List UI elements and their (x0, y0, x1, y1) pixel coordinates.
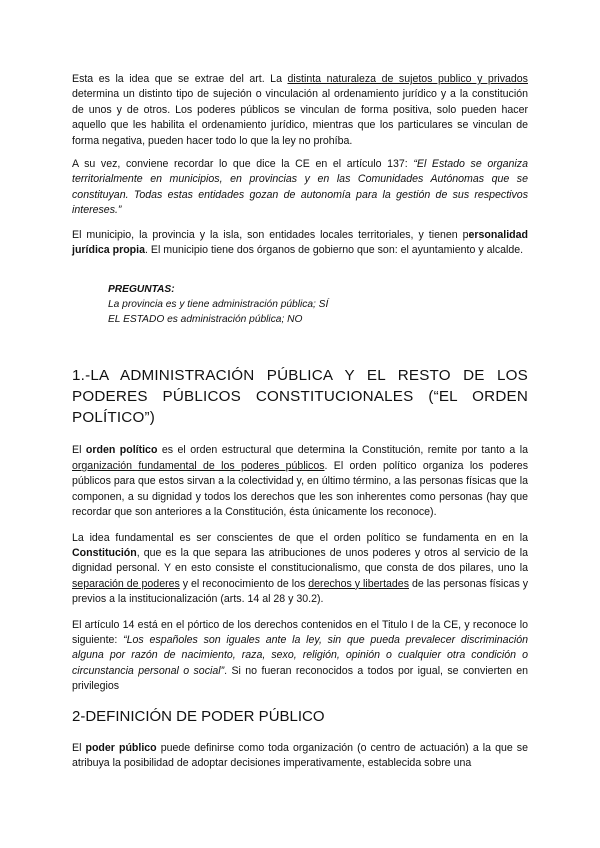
text-run: El (72, 444, 86, 457)
text-run: de las personas físicas y previos a la institucionalización (arts. 14 al 28 y 30.2). (72, 577, 529, 606)
quote-art14: “Los españoles son iguales ante la ley, sin que pueda prevalecer discriminación alguna por razón de nacimiento, raza, sexo, religión, opinión o cualquier otra condición o circunstancia personal o social” (72, 633, 528, 677)
text-run: es el orden estructural que determina la Constitución, remite por tanto a la (157, 444, 528, 457)
text-run: A su vez, conviene recordar lo que dice la CE en el artículo 137: (72, 158, 414, 171)
text-run: . Si no fueran reconocidos a todos por igual, se convierten en privilegios (72, 664, 529, 693)
paragraph-intro (72, 72, 528, 149)
underlined-phrase: derechos y libertades (308, 577, 409, 590)
question-item: EL ESTADO es administración pública; NO (108, 314, 303, 326)
bold-phrase: Constitución (72, 546, 137, 559)
text-run: El artículo 14 está en el pórtico de los derechos contenidos en el Titulo I de la CE, y reconoce lo siguiente: (72, 618, 528, 646)
paragraph-art137 (72, 157, 528, 219)
text-run: puede definirse como toda organización (o centro de actuación) a la que se atribuya la posibilidad de adoptar decisiones imperativamente, establecida sobre una (72, 741, 528, 769)
section-1 (72, 365, 528, 694)
bold-phrase: poder público (85, 741, 157, 754)
question-item: La provincia es y tiene administración pública; SÍ (108, 299, 329, 311)
section-heading: 2-DEFINICIÓN DE PODER PÚBLICO (72, 707, 325, 725)
paragraph-orden-politico (72, 443, 528, 520)
document-body (72, 72, 528, 771)
underlined-phrase: distinta naturaleza de sujetos publico y privados (287, 73, 528, 85)
bold-phrase: orden político (85, 444, 158, 457)
section-heading: 1.-LA ADMINISTRACIÓN PÚBLICA Y EL RESTO DE LOS PODERES PÚBLICOS CONSTITUCIONALES (“EL ORDEN POLÍTICO”) (72, 367, 528, 427)
text-run: El (72, 741, 86, 754)
text-run: Esta es la idea que se extrae del art. La (72, 73, 288, 85)
text-run: . El municipio tiene dos órganos de gobierno que son: el ayuntamiento y alcalde. (145, 244, 524, 257)
text-run: El municipio, la provincia y la isla, son entidades locales territoriales, y tienen p (72, 228, 469, 241)
quote-art137: “El Estado se organiza territorialmente en municipios, en provincias y en las Comunidades Autónomas que se constituyan. Todas estas entidades gozan de autonomía para la gestión de sus respectivos intereses.” (72, 158, 528, 217)
text-run: y el reconocimiento de los (179, 577, 309, 590)
text-run: La idea fundamental es ser conscientes de que el orden político se fundamenta en en la (72, 531, 528, 544)
text-run: , que es la que separa las atribuciones de unos poderes y otros al servicio de la dignidad personal. Y en esto consiste el constitucionalismo, que consta de dos pilares, uno la (72, 546, 528, 575)
bold-phrase: ersonalidad jurídica propia (72, 228, 528, 257)
text-run: determina un distinto tipo de sujeción o vinculación al ordenamiento jurídico y a la constitución de unos y de otros. Los poderes públicos se vinculan de forma positiva, solo pueden hacer aquello que les habilita el ordenamiento jurídico, mientras que los particulares se vinculan de forma negativa, pueden hacer todo lo que la ley no prohíba. (72, 88, 528, 147)
section-2 (72, 707, 528, 772)
text-run: . El orden político organiza los poderes públicos para que estos sirvan a la colectividad y, en último término, a las personas físicas que la componen, a su dignidad y todos los derechos que les son inherentes como personas (hay que recordar que son anteriores a la Constitución, ésta únicamente los reconoce). (72, 459, 528, 519)
paragraph-poder-publico (72, 741, 528, 772)
underlined-phrase: separación de poderes (72, 577, 180, 590)
paragraph-constitucion (72, 531, 528, 608)
paragraph-articulo-14 (72, 618, 528, 695)
paragraph-municipio (72, 228, 528, 259)
underlined-phrase: organización fundamental de los poderes públicos (72, 459, 325, 472)
questions-title: PREGUNTAS: (108, 284, 175, 296)
questions-block (108, 282, 528, 327)
